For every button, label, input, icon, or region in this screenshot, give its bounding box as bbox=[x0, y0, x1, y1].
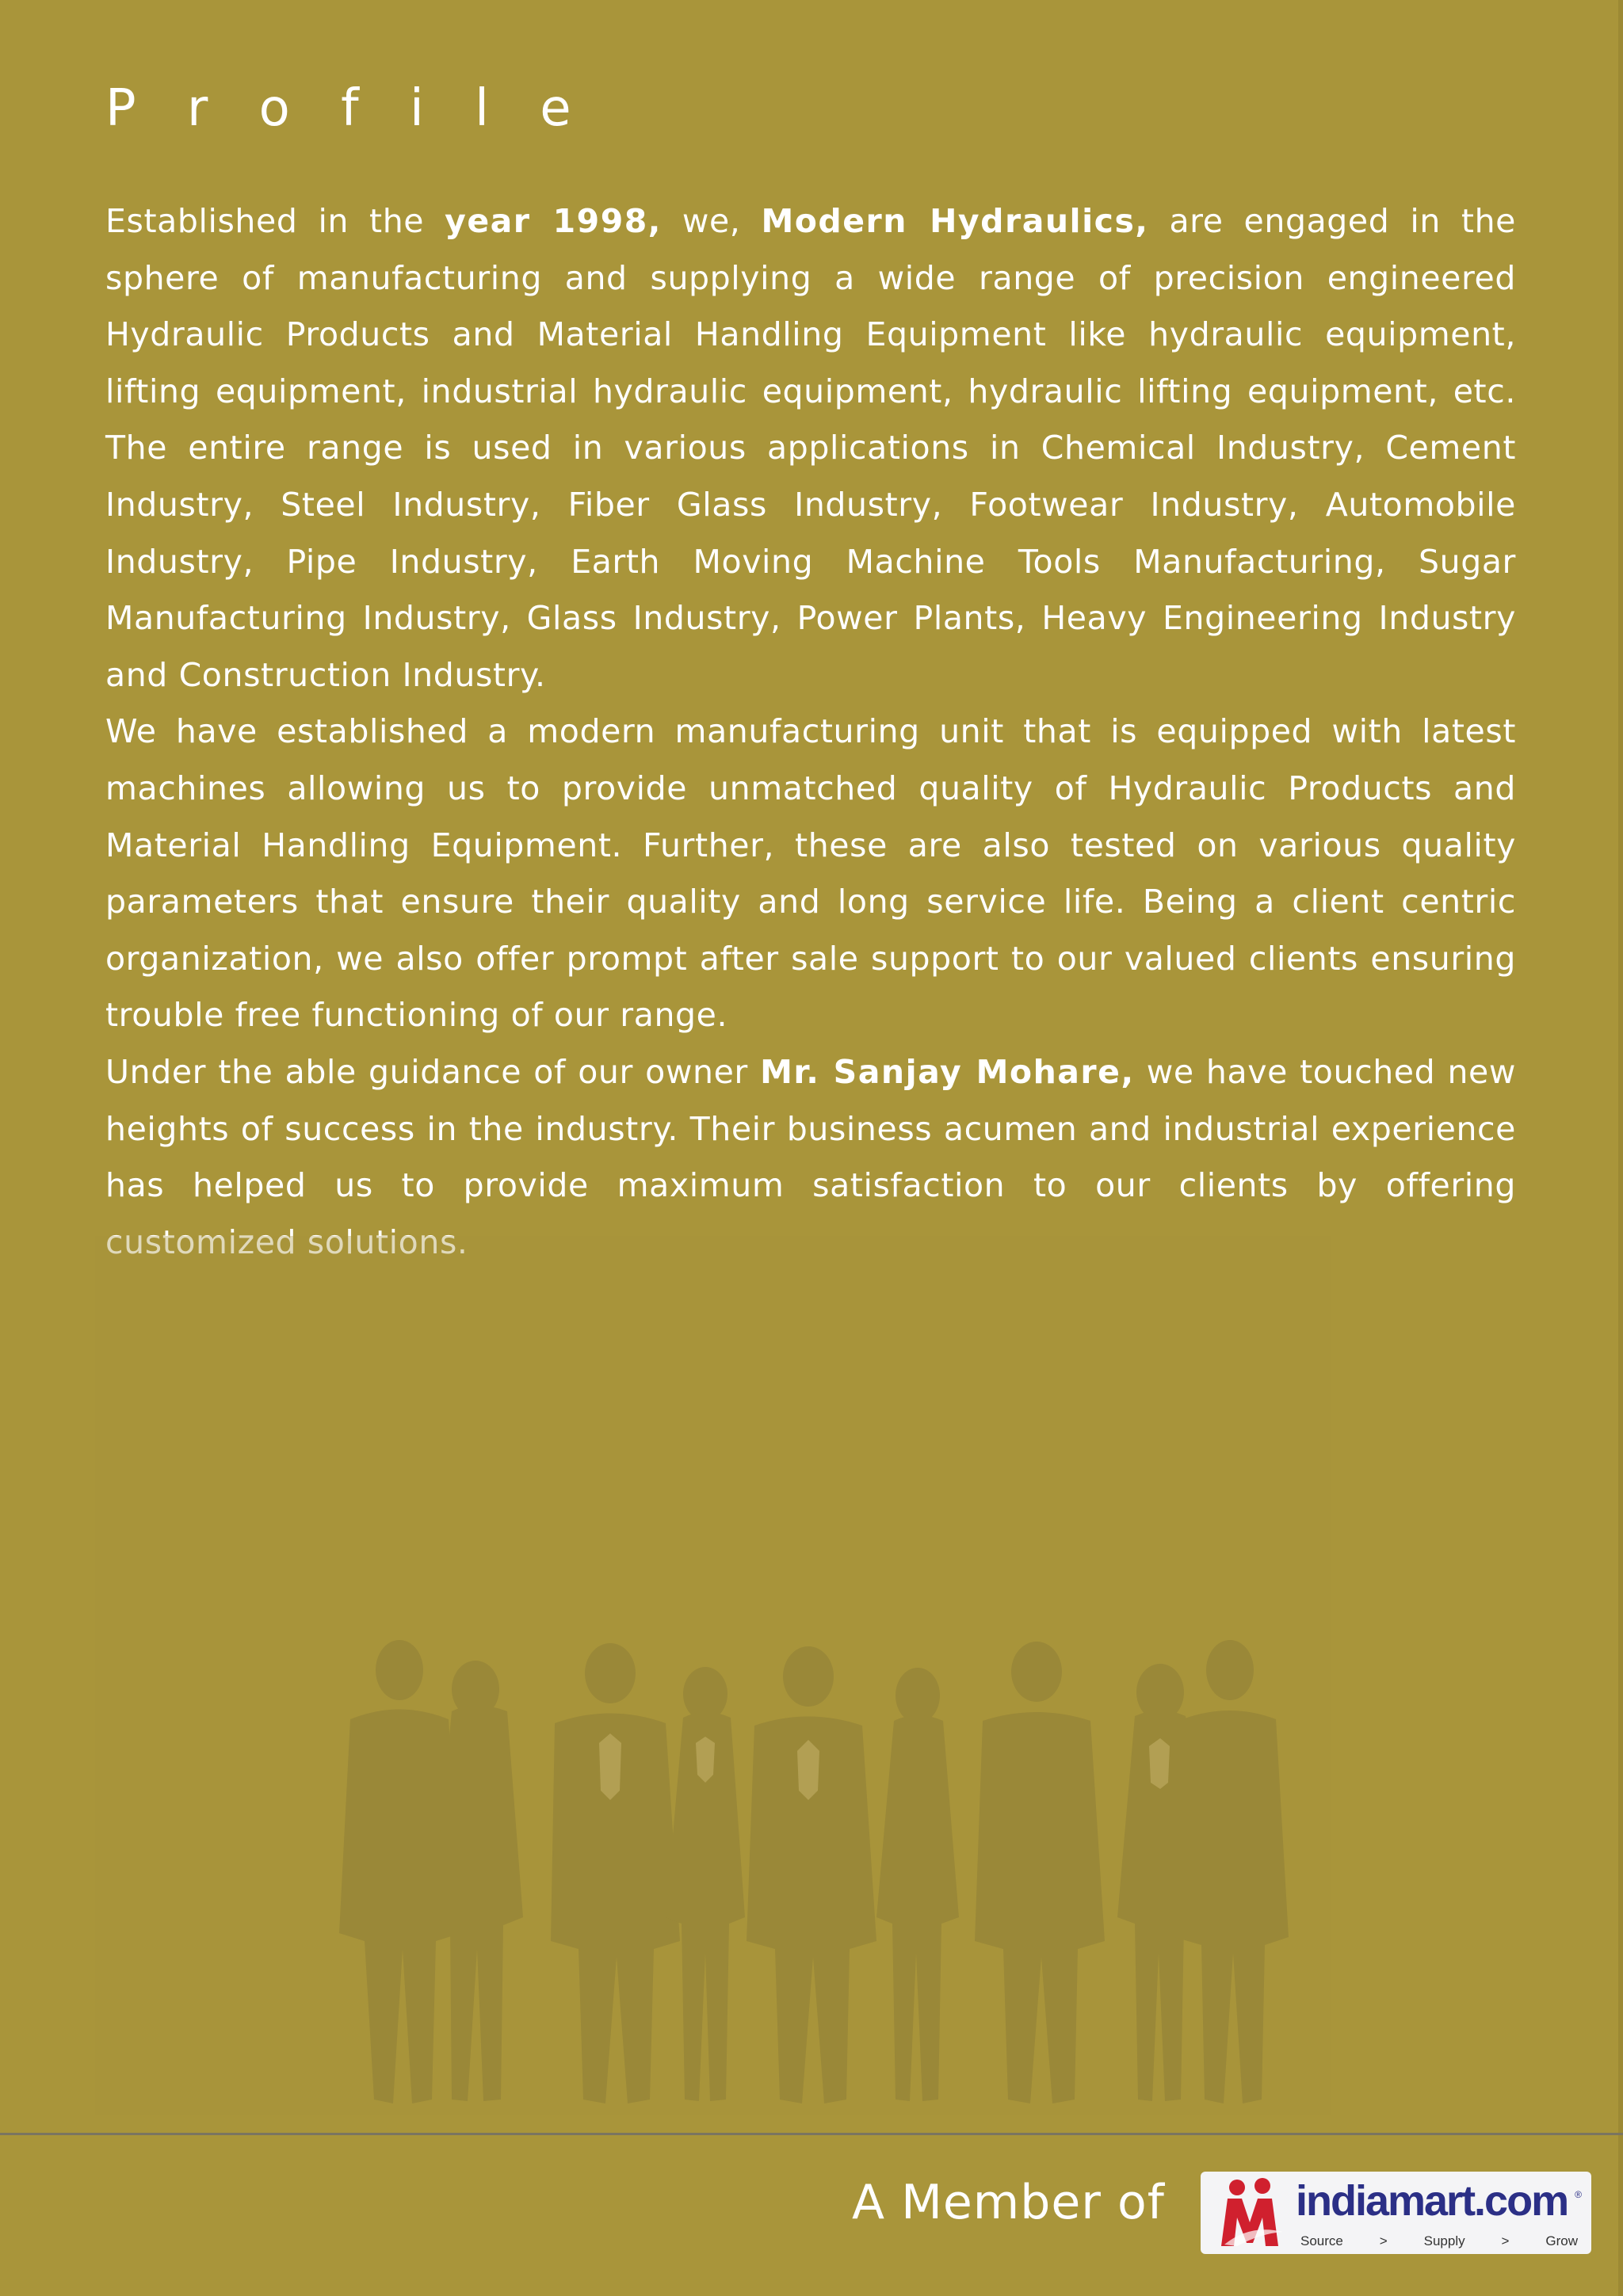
paragraph-establishment bbox=[105, 193, 1516, 704]
p1-text-a: Established in the bbox=[105, 202, 445, 240]
tagline-separator: > bbox=[1501, 2233, 1510, 2248]
indiamart-m-icon bbox=[1213, 2176, 1300, 2249]
tagline-supply: Supply bbox=[1423, 2233, 1465, 2248]
tagline-source: Source bbox=[1300, 2233, 1343, 2248]
member-of-label: A Member of bbox=[852, 2175, 1165, 2230]
business-people-silhouettes-icon bbox=[95, 1236, 1331, 2115]
registered-mark: ® bbox=[1575, 2189, 1582, 2200]
profile-body bbox=[105, 193, 1516, 1271]
established-year: year 1998, bbox=[445, 202, 662, 240]
company-name: Modern Hydraulics, bbox=[761, 202, 1149, 240]
paragraph-manufacturing: We have established a modern manufacturing unit that is equipped with latest machines allowing us to provide unmatched quality of Hydraulic Products and Material Handling Equipment. Further, these are also tested on various quality parameters that ensure their quality and long service life. Being a client centric organization, we also offer prompt after sale support to our valued clients ensuring trouble free functioning of our range. bbox=[105, 712, 1516, 1035]
p3-text-a: Under the able guidance of our owner bbox=[105, 1052, 761, 1091]
page-title: P r o f i l e bbox=[105, 79, 589, 138]
indiamart-wordmark: indiamart.com bbox=[1296, 2177, 1568, 2225]
p1-text-c: are engaged in the sphere of manufacturing and supplying a wide range of precision engineered Hydraulic Products and Material Handling Equipment like hydraulic equipment, lifting equipment, industrial hydraulic equipment, hydraulic lifting equipment, etc. The entire range is used in various applications in Chemical Industry, Cement Industry, Steel Industry, Fiber Glass Industry, Footwear Industry, Automobile Industry, Pipe Industry, Earth Moving Machine Tools Manufacturing, Sugar Manufacturing Industry, Glass Industry, Power Plants, Heavy Engineering Industry and Construction Industry. bbox=[105, 202, 1517, 694]
page-edge bbox=[1618, 0, 1623, 2296]
p3-text-b: we have touched new heights of success in the industry. Their business acumen and industrial experience has helped us to provide maximum satisfaction to our clients by offering customized solutions. bbox=[105, 1052, 1517, 1261]
tagline-grow: Grow bbox=[1545, 2233, 1578, 2248]
indiamart-tagline bbox=[1300, 2233, 1578, 2249]
p1-text-b: we, bbox=[661, 202, 762, 240]
indiamart-logo[interactable] bbox=[1201, 2172, 1591, 2254]
footer-divider bbox=[0, 2133, 1623, 2135]
tagline-separator: > bbox=[1379, 2233, 1388, 2248]
owner-name: Mr. Sanjay Mohare, bbox=[760, 1052, 1135, 1091]
